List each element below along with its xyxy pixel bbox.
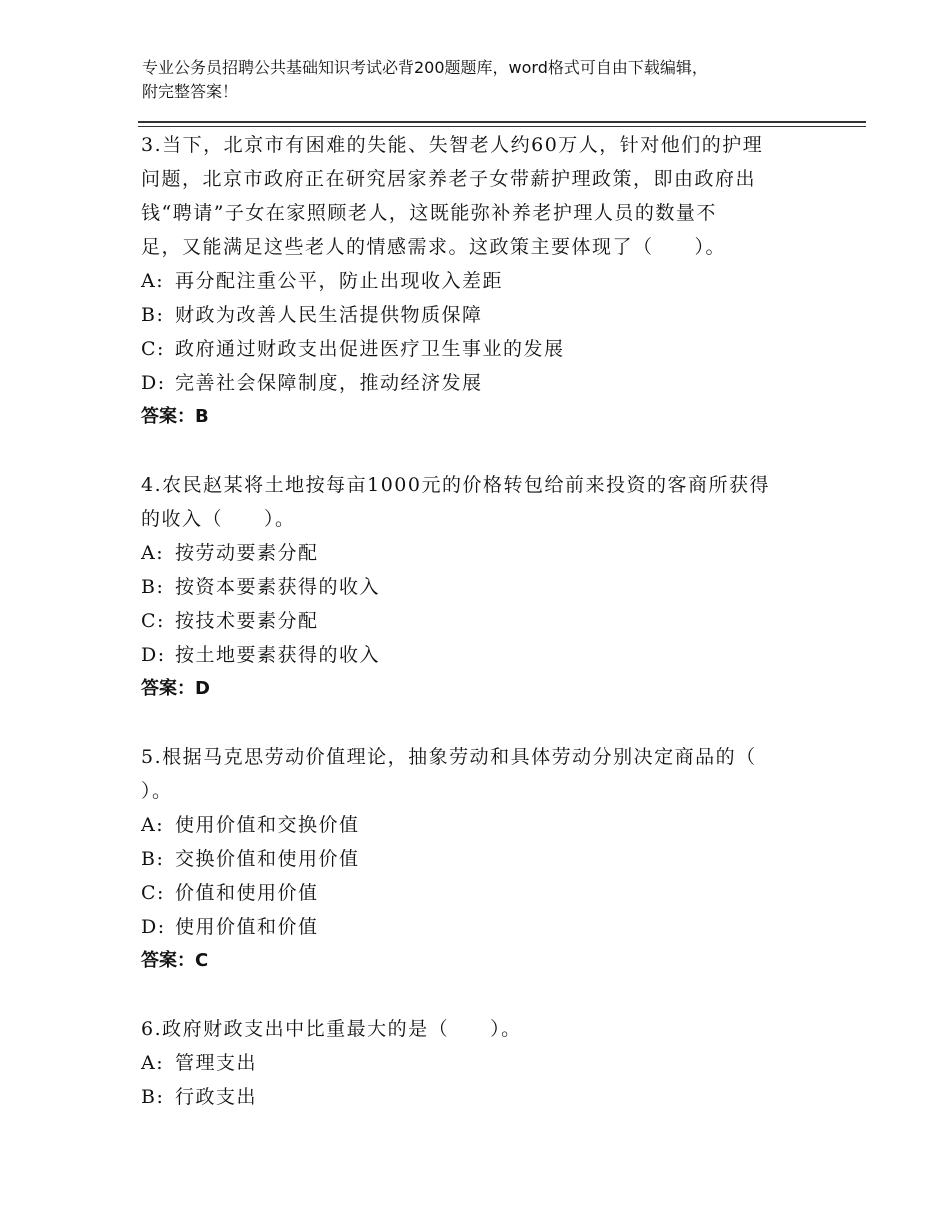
question-line: ）。 <box>141 780 173 802</box>
question-5 <box>141 740 821 978</box>
question-4 <box>141 468 821 706</box>
option-a <box>141 1046 821 1080</box>
option-text: 按劳动要素分配 <box>175 542 319 564</box>
option-text: 完善社会保障制度，推动经济发展 <box>175 372 483 394</box>
answer-label: 答案：B <box>141 406 209 427</box>
option-letter: A: <box>141 542 165 564</box>
question-6 <box>141 1012 821 1114</box>
question-line: 钱“聘请”子女在家照顾老人，这既能弥补养老护理人员的数量不 <box>141 202 717 224</box>
option-d <box>141 910 821 944</box>
question-line: 4.农民赵某将土地按每亩1000元的价格转包给前来投资的客商所获得 <box>141 474 770 496</box>
header-line-1: 专业公务员招聘公共基础知识考试必背200题题库，word格式可自由下载编辑， <box>142 58 708 77</box>
option-letter: C: <box>141 610 165 632</box>
option-c <box>141 332 821 366</box>
option-b <box>141 842 821 876</box>
option-c <box>141 604 821 638</box>
option-letter: B: <box>141 1086 165 1108</box>
option-text: 使用价值和价值 <box>175 916 319 938</box>
option-text: 再分配注重公平，防止出现收入差距 <box>175 270 504 292</box>
option-letter: D: <box>141 916 166 938</box>
option-text: 政府通过财政支出促进医疗卫生事业的发展 <box>175 338 565 360</box>
question-3 <box>141 128 821 434</box>
option-a <box>141 264 821 298</box>
option-letter: B: <box>141 576 165 598</box>
option-letter: D: <box>141 644 166 666</box>
question-line: 问题，北京市政府正在研究居家养老子女带薪护理政策，即由政府出 <box>141 168 757 190</box>
option-a <box>141 808 821 842</box>
question-line: 5.根据马克思劳动价值理论，抽象劳动和具体劳动分别决定商品的（ <box>141 746 757 768</box>
option-a <box>141 536 821 570</box>
option-text: 管理支出 <box>175 1052 258 1074</box>
option-b <box>141 570 821 604</box>
option-letter: D: <box>141 372 166 394</box>
option-text: 行政支出 <box>175 1086 258 1108</box>
option-letter: B: <box>141 304 165 326</box>
spacer <box>141 434 821 468</box>
question-line: 的收入（ ）。 <box>141 508 296 530</box>
header-rule-thick <box>138 121 866 123</box>
option-b <box>141 1080 821 1114</box>
header-rule-thin <box>138 126 866 127</box>
header-line-2: 附完整答案！ <box>142 82 239 101</box>
option-c <box>141 876 821 910</box>
option-letter: C: <box>141 338 165 360</box>
option-text: 按资本要素获得的收入 <box>175 576 381 598</box>
option-text: 财政为改善人民生活提供物质保障 <box>175 304 483 326</box>
option-text: 按土地要素获得的收入 <box>175 644 381 666</box>
document-header <box>142 56 822 104</box>
answer-label: 答案：D <box>141 678 210 699</box>
question-line: 3.当下，北京市有困难的失能、失智老人约60万人，针对他们的护理 <box>141 134 764 156</box>
option-letter: A: <box>141 270 165 292</box>
option-letter: A: <box>141 814 165 836</box>
option-text: 使用价值和交换价值 <box>175 814 360 836</box>
option-letter: C: <box>141 882 165 904</box>
option-b <box>141 298 821 332</box>
option-letter: A: <box>141 1052 165 1074</box>
option-text: 交换价值和使用价值 <box>175 848 360 870</box>
option-d <box>141 638 821 672</box>
question-line: 足，又能满足这些老人的情感需求。这政策主要体现了（ ）。 <box>141 236 727 258</box>
spacer <box>141 706 821 740</box>
option-letter: B: <box>141 848 165 870</box>
spacer <box>141 978 821 1012</box>
option-d <box>141 366 821 400</box>
question-list <box>141 128 821 1114</box>
option-text: 按技术要素分配 <box>175 610 319 632</box>
question-line: 6.政府财政支出中比重最大的是（ ）。 <box>141 1018 522 1040</box>
option-text: 价值和使用价值 <box>175 882 319 904</box>
answer-label: 答案：C <box>141 950 209 971</box>
